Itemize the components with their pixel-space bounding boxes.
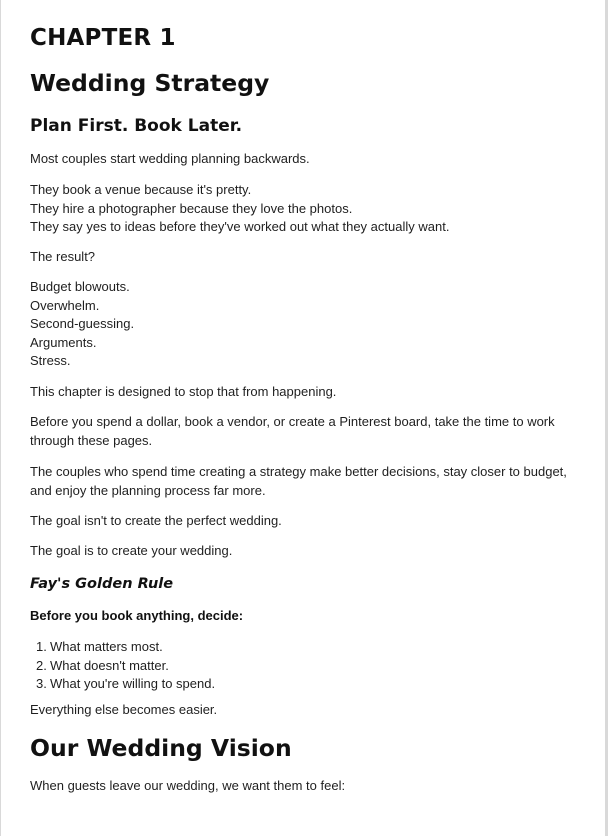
result-line: Stress. <box>30 353 71 368</box>
list-item <box>30 657 215 676</box>
backwards-line: They say yes to ideas before they've worked out what they actually want. <box>30 219 450 234</box>
golden-rule-lead: Before you book anything, decide: <box>30 608 244 623</box>
golden-rule-closing: Everything else becomes easier. <box>30 702 218 717</box>
goal-not-paragraph: The goal isn't to create the perfect wedding. <box>30 513 282 528</box>
backwards-line: They hire a photographer because they love the photos. <box>30 200 353 216</box>
list-item-text: What you're willing to spend. <box>50 676 216 691</box>
list-item-number: 2. <box>36 657 47 673</box>
intro-paragraph: Most couples start wedding planning backwards. <box>30 151 310 166</box>
chapter-subtitle: Plan First. Book Later. <box>30 116 243 136</box>
result-line: Overwhelm. <box>30 297 100 313</box>
vision-prompt: When guests leave our wedding, we want them to feel: <box>30 778 346 793</box>
golden-rule-list <box>30 638 215 694</box>
vision-heading: Our Wedding Vision <box>30 734 292 762</box>
golden-rule-heading: Fay's Golden Rule <box>30 576 174 592</box>
list-item-text: What matters most. <box>50 639 163 654</box>
list-item-number: 3. <box>36 676 47 691</box>
list-item-number: 1. <box>36 639 47 654</box>
chapter-purpose-paragraph: This chapter is designed to stop that from happening. <box>30 384 337 399</box>
backwards-line: They book a venue because it's pretty. <box>30 182 252 197</box>
result-line: Budget blowouts. <box>30 279 130 294</box>
before-you-spend-paragraph: Before you spend a dollar, book a vendor, or create a Pinterest board, take the time to work through these pages. <box>30 414 555 448</box>
result-paragraph <box>30 278 134 371</box>
list-item-text: What doesn't matter. <box>50 657 169 673</box>
goal-is-paragraph: The goal is to create your wedding. <box>30 543 233 558</box>
backwards-paragraph <box>30 181 449 237</box>
strategy-benefit-paragraph: The couples who spend time creating a strategy make better decisions, stay closer to budget, and enjoy the planning process far more. <box>30 464 567 498</box>
list-item <box>30 675 215 694</box>
chapter-title: Wedding Strategy <box>30 69 270 97</box>
list-item <box>30 638 215 657</box>
result-question: The result? <box>30 249 96 264</box>
chapter-label: CHAPTER 1 <box>30 25 176 51</box>
result-line: Second-guessing. <box>30 316 135 331</box>
result-line: Arguments. <box>30 334 97 350</box>
